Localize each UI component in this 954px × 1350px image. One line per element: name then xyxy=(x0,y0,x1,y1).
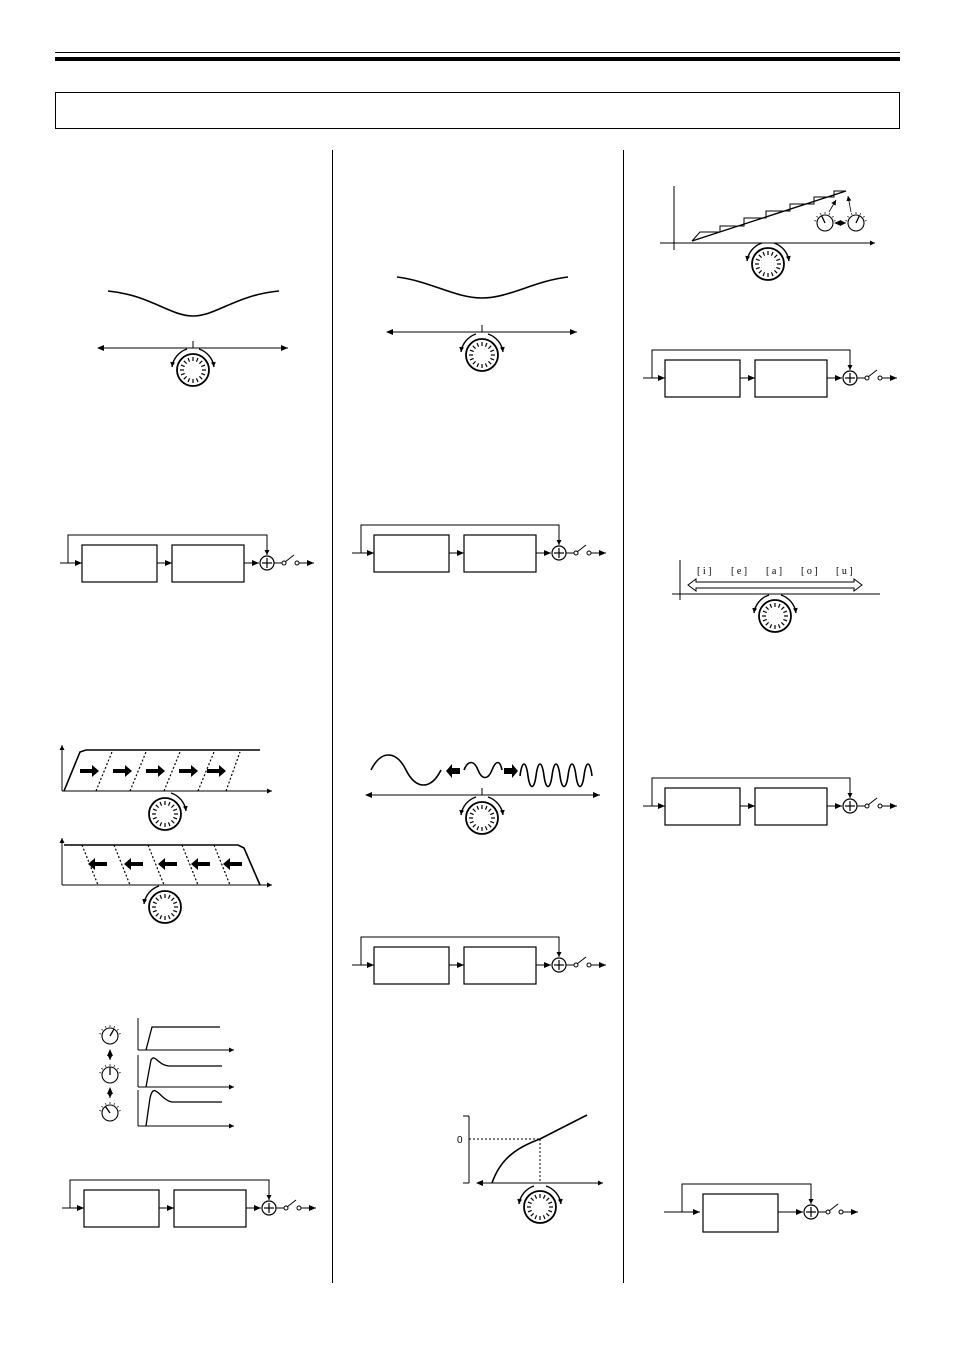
effect-block-1 xyxy=(665,360,740,397)
small-knob-icon xyxy=(99,1025,120,1044)
col2-eq-curve-diagram xyxy=(387,277,577,371)
knob-icon xyxy=(172,349,214,386)
col3-formant-diagram xyxy=(672,560,880,632)
effect-block-2 xyxy=(464,535,536,572)
knob-icon xyxy=(144,886,181,923)
col1-sweep-down-diagram xyxy=(62,838,272,923)
small-knob-icon xyxy=(814,212,835,231)
effect-block-2 xyxy=(755,360,827,397)
effect-block-1 xyxy=(374,947,449,984)
small-knob-icon xyxy=(99,1064,120,1083)
vowel-u: [ u ] xyxy=(836,566,853,577)
effect-block-1 xyxy=(84,1190,159,1227)
col2-frequency-diagram xyxy=(366,755,600,834)
col3-staircase-diagram xyxy=(660,186,875,280)
col2-gain-curve-diagram xyxy=(457,1115,603,1223)
col3-signal-flow-2 xyxy=(643,778,897,825)
vowel-a: [ a ] xyxy=(766,566,783,577)
effect-block xyxy=(703,1194,778,1232)
knob-icon xyxy=(149,793,186,830)
effect-block-1 xyxy=(374,535,449,572)
knob-icon xyxy=(754,595,796,632)
col1-sweep-up-diagram xyxy=(62,745,272,830)
effect-block-1 xyxy=(82,545,157,582)
col2-signal-flow-1 xyxy=(352,525,606,572)
col1-resonance-diagram xyxy=(99,1018,234,1126)
vowel-i: [ i ] xyxy=(697,566,712,577)
small-knob-icon xyxy=(845,212,866,231)
knob-icon xyxy=(519,1186,561,1223)
vowel-o: [ o ] xyxy=(801,566,818,577)
knob-icon xyxy=(461,797,503,834)
effect-block-2 xyxy=(174,1190,246,1227)
col1-signal-flow-1 xyxy=(60,535,314,582)
col3-signal-flow-3 xyxy=(664,1184,858,1232)
col1-signal-flow-2 xyxy=(62,1180,316,1227)
effect-block-2 xyxy=(464,947,536,984)
effect-block-1 xyxy=(665,788,740,825)
vowel-e: [ e ] xyxy=(731,566,748,577)
small-knob-icon xyxy=(99,1102,120,1121)
effect-block-2 xyxy=(755,788,827,825)
knob-icon xyxy=(747,243,789,280)
effect-block-2 xyxy=(172,545,244,582)
knob-icon xyxy=(461,334,503,371)
gain-zero-label: 0 xyxy=(457,1135,463,1146)
col2-signal-flow-2 xyxy=(352,937,606,984)
col1-eq-curve-diagram xyxy=(98,291,288,386)
col3-signal-flow-1 xyxy=(643,350,897,397)
